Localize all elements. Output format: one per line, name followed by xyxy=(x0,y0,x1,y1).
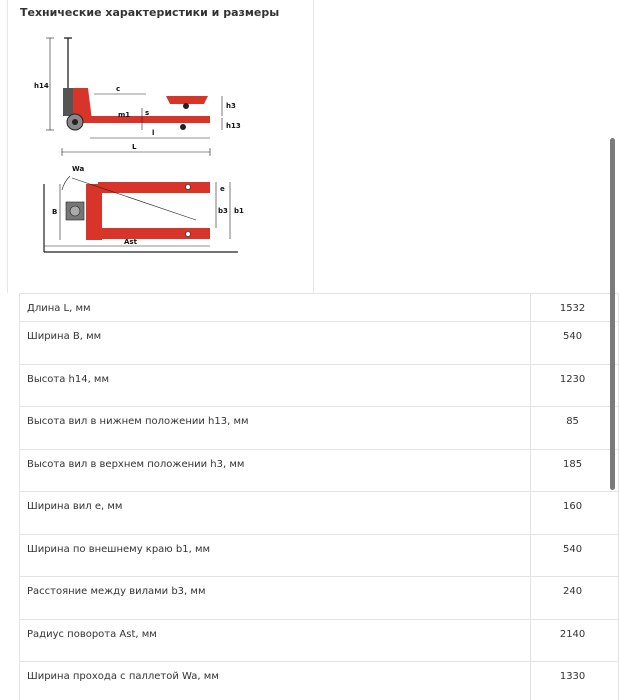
spec-name: Расстояние между вилами b3, мм xyxy=(20,577,531,620)
diagram-label-e: e xyxy=(220,185,225,193)
diagram-label-l: l xyxy=(152,129,155,137)
diagram-label-s: s xyxy=(145,109,150,117)
panel-divider-right xyxy=(313,0,314,293)
spec-value: 1330 xyxy=(531,662,619,700)
table-row xyxy=(20,492,619,535)
spec-name: Высота h14, мм xyxy=(20,364,531,407)
table-row xyxy=(20,662,619,700)
diagram-label-L: L xyxy=(132,143,137,151)
spec-name: Радиус поворота Ast, мм xyxy=(20,619,531,662)
diagram-label-c: c xyxy=(116,85,121,93)
diagram-label-B: B xyxy=(52,208,58,216)
spec-name: Ширина B, мм xyxy=(20,322,531,365)
spec-name: Ширина по внешнему краю b1, мм xyxy=(20,534,531,577)
table-row xyxy=(20,619,619,662)
spec-value: 185 xyxy=(531,449,619,492)
spec-name: Высота вил в нижнем положении h13, мм xyxy=(20,407,531,450)
spec-value: 240 xyxy=(531,577,619,620)
spec-value: 160 xyxy=(531,492,619,535)
spec-value: 2140 xyxy=(531,619,619,662)
diagram-label-h14: h14 xyxy=(34,82,49,90)
table-row xyxy=(20,294,619,322)
characteristics-panel xyxy=(0,0,619,293)
specs-table xyxy=(19,293,619,700)
spec-name: Ширина прохода с паллетой Wa, мм xyxy=(20,662,531,700)
diagram-label-b3: b3 xyxy=(218,207,228,215)
spec-value: 85 xyxy=(531,407,619,450)
table-row xyxy=(20,449,619,492)
diagram-label-h13: h13 xyxy=(226,122,241,130)
table-row xyxy=(20,577,619,620)
spec-value: 1532 xyxy=(531,294,619,322)
diagram-label-h3: h3 xyxy=(226,102,236,110)
table-row xyxy=(20,407,619,450)
diagram-label-m1: m1 xyxy=(118,111,131,119)
diagram-label-Wa: Wa xyxy=(72,165,85,173)
spec-name: Длина L, мм xyxy=(20,294,531,322)
section-title: Технические характеристики и размеры xyxy=(20,6,280,19)
diagram-label-b1: b1 xyxy=(234,207,244,215)
spec-value: 540 xyxy=(531,322,619,365)
spec-name: Ширина вил e, мм xyxy=(20,492,531,535)
vertical-scrollbar[interactable] xyxy=(610,138,615,490)
spec-value: 540 xyxy=(531,534,619,577)
table-row xyxy=(20,364,619,407)
table-row xyxy=(20,322,619,365)
panel-divider-left xyxy=(7,0,8,293)
diagram-label-Ast: Ast xyxy=(124,238,137,246)
table-row xyxy=(20,534,619,577)
spec-name: Высота вил в верхнем положении h3, мм xyxy=(20,449,531,492)
pallet-truck-diagram xyxy=(28,30,248,260)
spec-value: 1230 xyxy=(531,364,619,407)
